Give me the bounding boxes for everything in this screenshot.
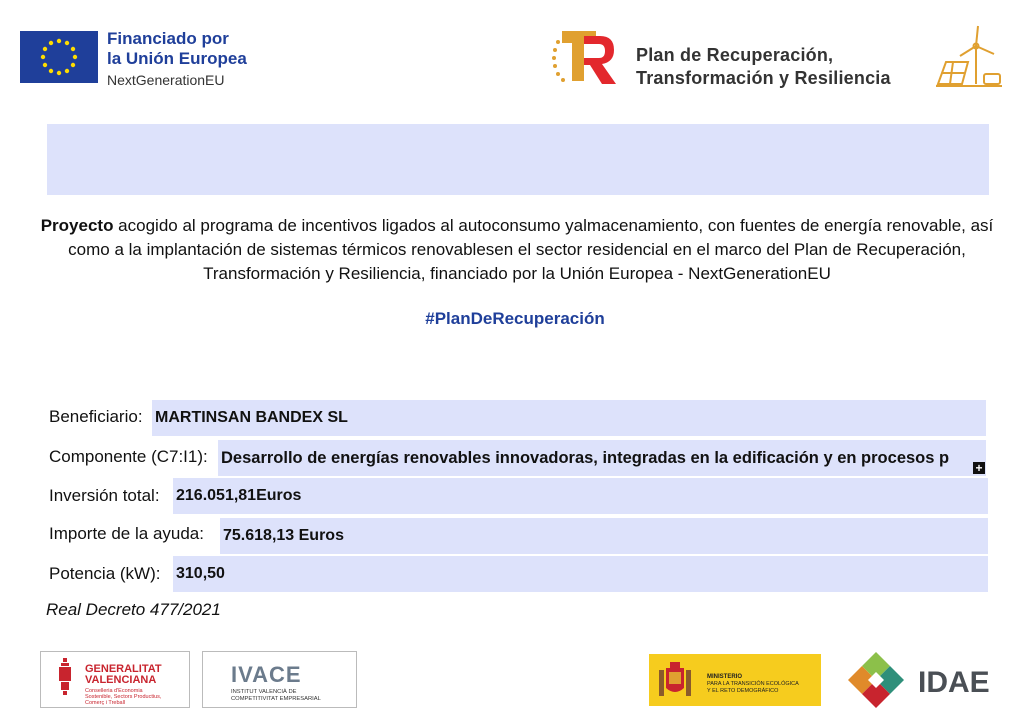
gva-small-2: Sostenible, Sectors Productius,: [85, 694, 162, 700]
componente-field[interactable]: Desarrollo de energías renovables innovadoras, integradas en la edificación y en procesos p: [218, 440, 986, 476]
project-description: [40, 214, 994, 286]
inversion-label: Inversión total:: [49, 486, 160, 505]
ministerio-transicion-ecologica-logo: [649, 654, 821, 706]
ivace-name: IVACE: [231, 662, 302, 687]
project-text: acogido al programa de incentivos ligados al autoconsumo yalmacenamiento, con fuentes de energía renovable, así como a la implantación de sistemas térmicos renovablesen el sector residencial en el marco del Plan de Recuperación, Transformación y Resiliencia, financiado por la Unión Europea - NextGenerationEU: [68, 216, 994, 283]
decree-reference: Real Decreto 477/2021: [46, 600, 221, 619]
plus-icon[interactable]: +: [973, 462, 985, 474]
potencia-field[interactable]: 310,50: [173, 556, 988, 592]
beneficiario-field[interactable]: MARTINSAN BANDEX SL: [152, 400, 986, 436]
mite-line-1: MINISTERIO: [707, 674, 743, 680]
importe-field[interactable]: 75.618,13 Euros: [220, 518, 988, 554]
potencia-label: Potencia (kW):: [49, 564, 161, 583]
project-lead: Proyecto: [40, 216, 114, 235]
gva-small-1: Conselleria d'Economia: [85, 688, 143, 694]
idae-logo: [836, 652, 1008, 708]
idae-name: IDAE: [918, 666, 990, 699]
mite-line-3: Y EL RETO DEMOGRÁFICO: [707, 688, 779, 694]
prtr-line-1: Plan de Recuperación,: [636, 45, 834, 65]
generalitat-valenciana-logo: [40, 651, 190, 708]
inversion-field[interactable]: 216.051,81Euros: [173, 478, 988, 514]
componente-label: Componente (C7:I1):: [49, 447, 208, 466]
prtr-text: [636, 44, 891, 90]
gva-line-1: GENERALITAT: [85, 663, 162, 675]
title-box: [47, 124, 989, 195]
ivace-line-2: COMPETITIVITAT EMPRESARIAL: [231, 696, 321, 702]
eu-line-3: NextGenerationEU: [107, 72, 225, 88]
ivace-logo: [202, 651, 357, 708]
gva-small-3: Comerç i Treball: [85, 700, 126, 706]
eu-funding-text: [107, 29, 247, 90]
hashtag: #PlanDeRecuperación: [425, 309, 605, 328]
importe-label: Importe de la ayuda:: [49, 524, 204, 543]
mite-line-2: PARA LA TRANSICIÓN ECOLÓGICA: [707, 681, 799, 687]
prtr-logo-icon: [550, 28, 620, 88]
prtr-line-2: Transformación y Resiliencia: [636, 68, 891, 88]
wind-solar-icon: [934, 22, 1004, 90]
ivace-line-1: INSTITUT VALENCIÀ DE: [231, 689, 297, 695]
eu-flag-icon: [20, 31, 98, 83]
eu-line-2: la Unión Europea: [107, 49, 247, 68]
eu-line-1: Financiado por: [107, 29, 229, 48]
gva-line-2: VALENCIANA: [85, 674, 157, 686]
beneficiario-label: Beneficiario:: [49, 407, 143, 426]
